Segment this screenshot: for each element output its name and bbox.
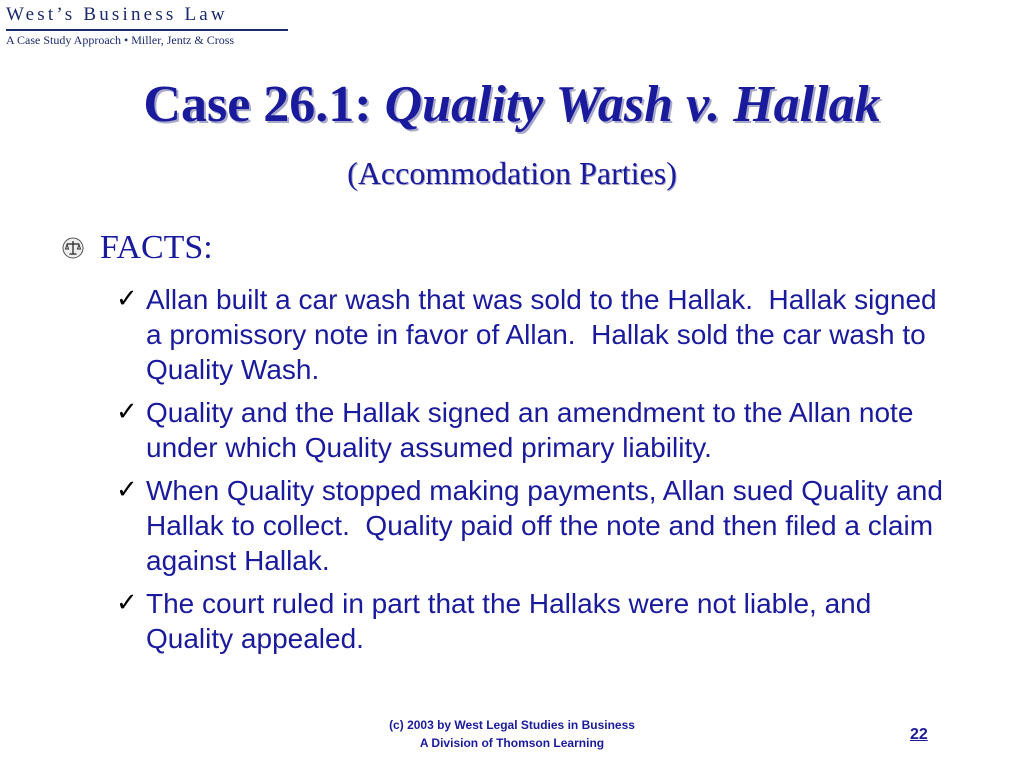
list-item [116, 395, 956, 465]
scales-of-justice-icon [62, 237, 84, 259]
list-item-text: When Quality stopped making payments, Allan sued Quality and Hallak to collect. Quality paid off the note and then filed a claim against Hallak. [146, 475, 951, 576]
logo-subtitle: A Case Study Approach • Miller, Jentz & Cross [6, 33, 235, 47]
facts-label: FACTS: [100, 229, 213, 266]
checkmark-icon: ✓ [116, 284, 138, 314]
checkmark-icon: ✓ [116, 588, 138, 618]
list-item [116, 282, 956, 387]
title-prefix: Case 26.1: [143, 76, 385, 133]
logo-title: West’s Business Law [6, 4, 228, 25]
list-item [116, 586, 956, 656]
case-name: Quality Wash v. Hallak [384, 76, 881, 133]
list-item-text: The court ruled in part that the Hallaks were not liable, and Quality appealed. [146, 588, 880, 654]
footer-line-2: A Division of Thomson Learning [419, 736, 605, 750]
list-item [116, 473, 956, 578]
logo-divider [6, 29, 288, 31]
list-item-text: Allan built a car wash that was sold to the Hallak. Hallak signed a promissory note in favor of Allan. Hallak sold the car wash to Quality Wash. [146, 284, 945, 385]
slide-subtitle: (Accommodation Parties) [347, 155, 677, 191]
checkmark-icon: ✓ [116, 397, 138, 427]
list-item-text: Quality and the Hallak signed an amendment to the Allan note under which Quality assumed primary liability. [146, 397, 922, 463]
publisher-logo [6, 4, 296, 48]
facts-list [116, 282, 956, 664]
checkmark-icon: ✓ [116, 475, 138, 505]
footer-copyright [0, 716, 1024, 752]
slide-title [0, 74, 1024, 136]
page-number: 22 [910, 726, 928, 743]
footer-line-1: (c) 2003 by West Legal Studies in Business [389, 718, 635, 732]
facts-heading [62, 226, 213, 270]
